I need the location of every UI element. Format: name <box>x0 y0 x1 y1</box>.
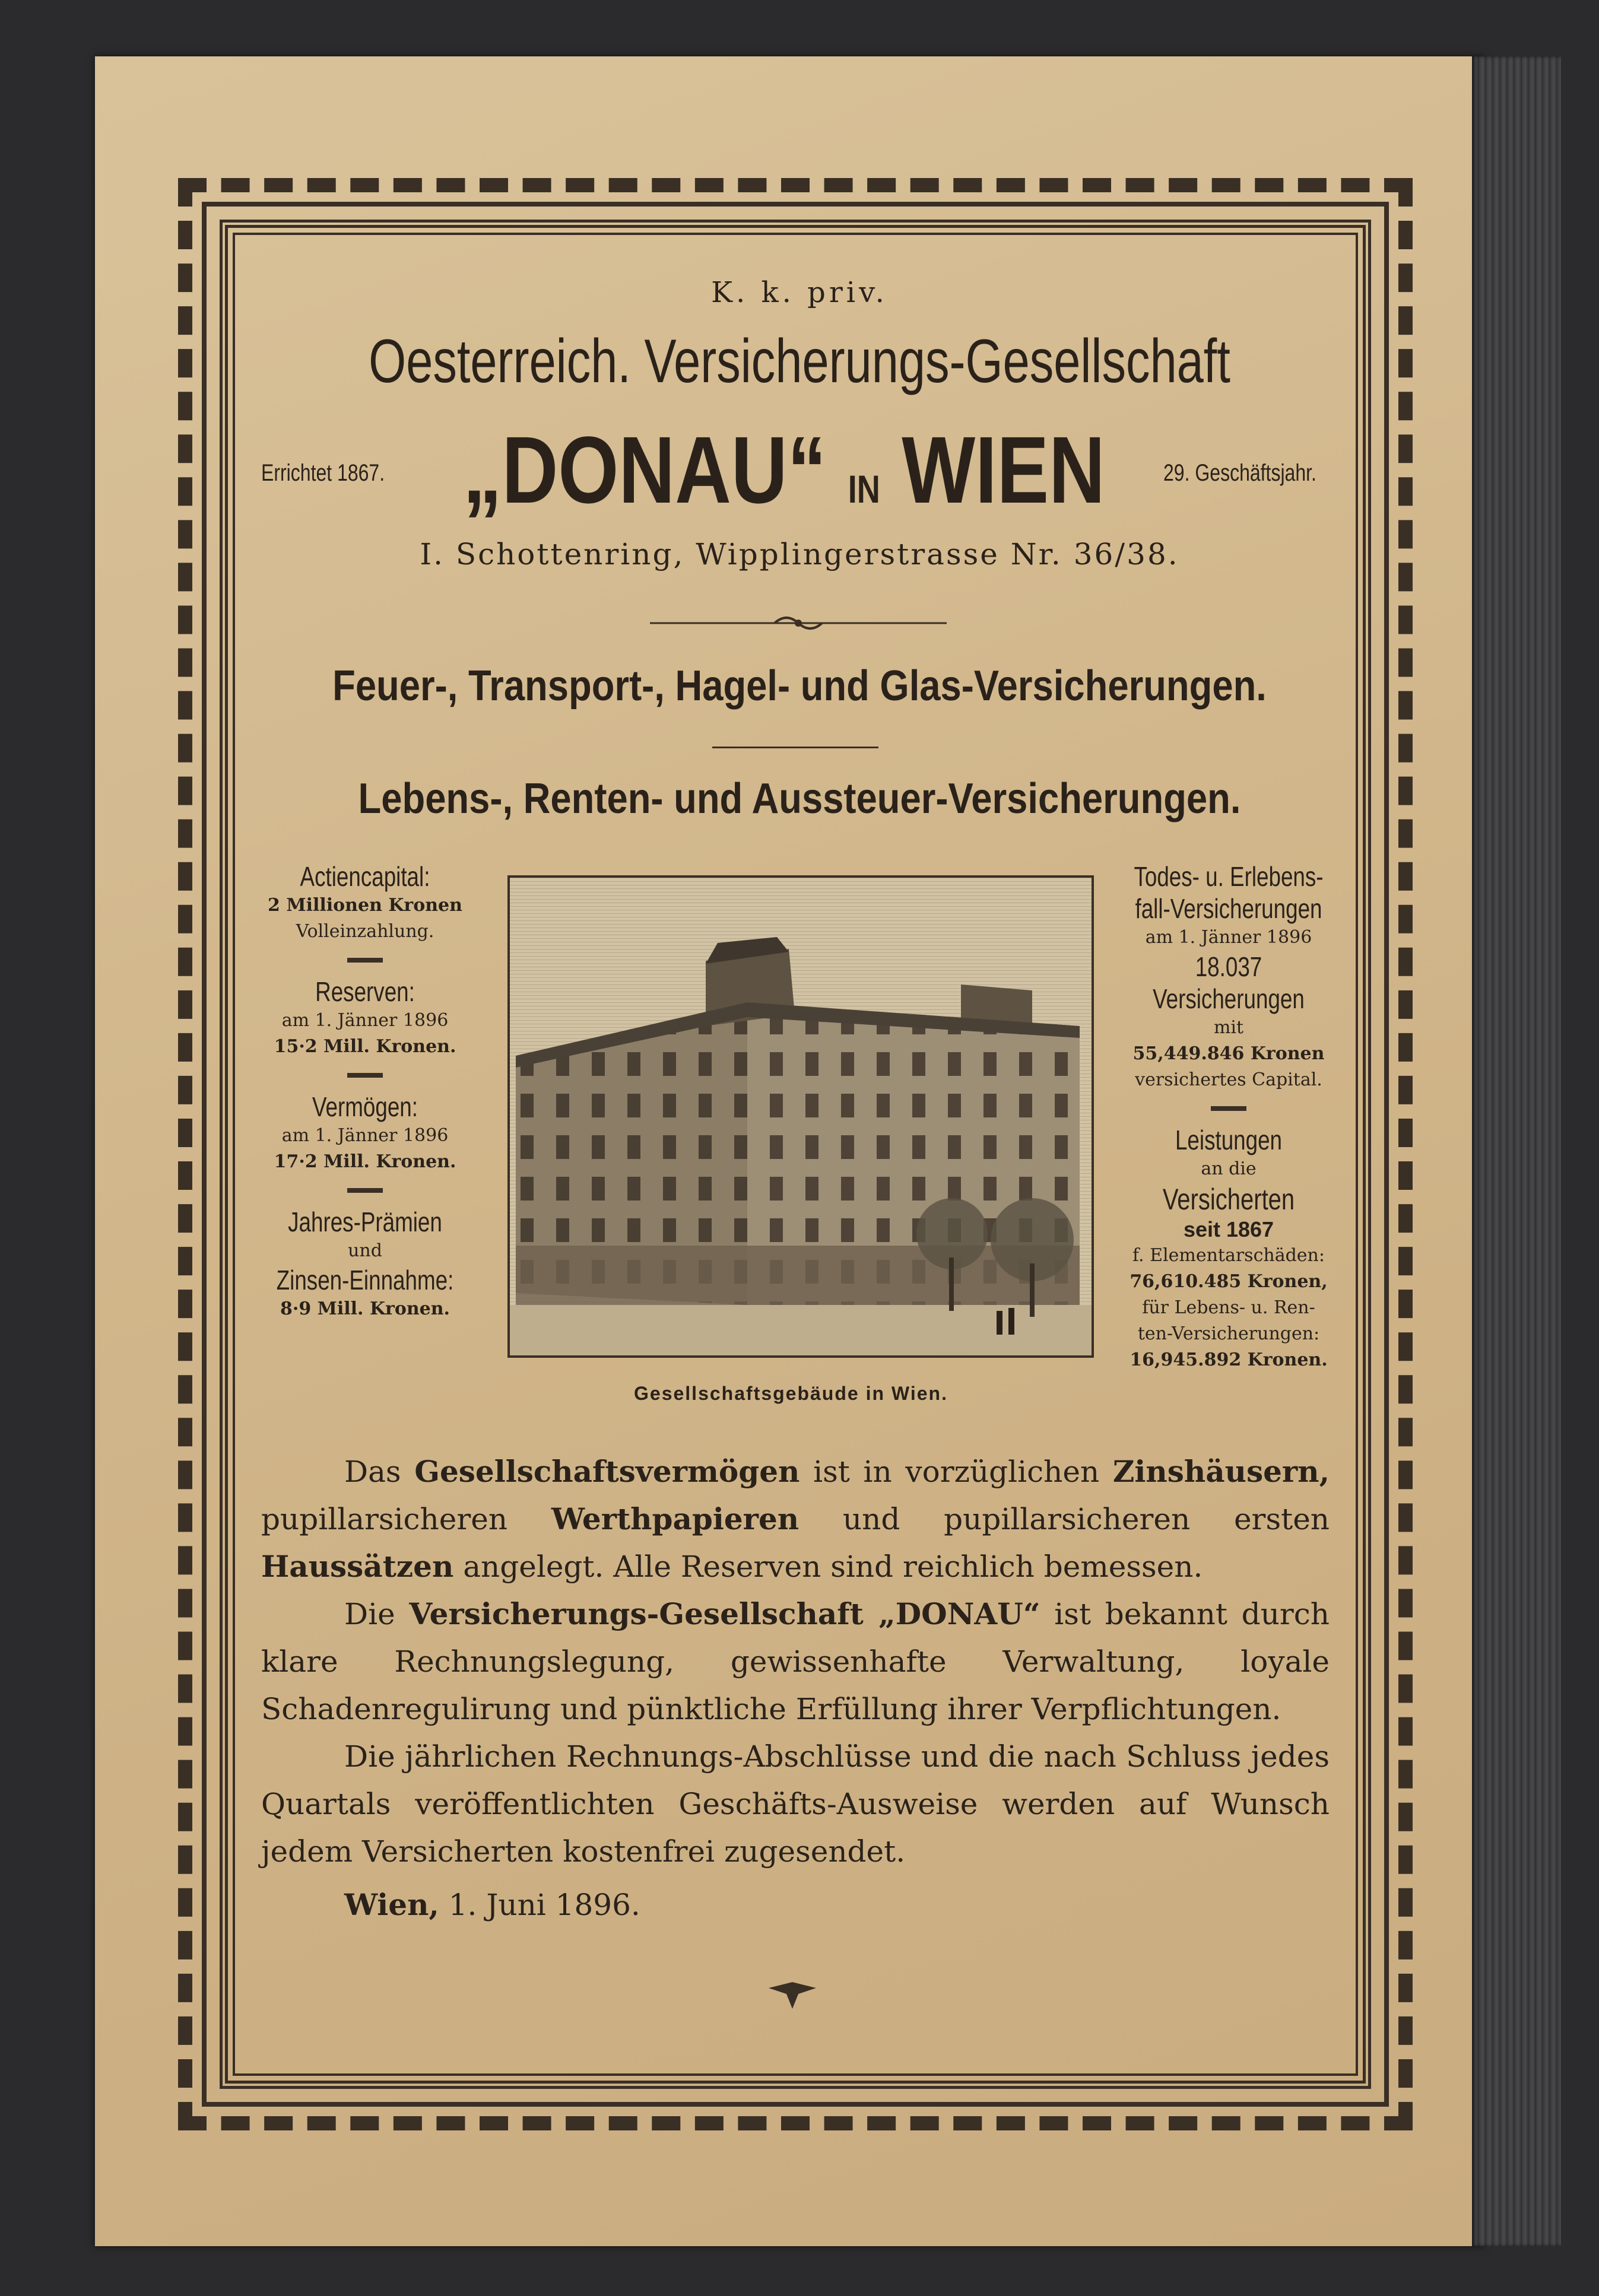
ornament-divider-icon <box>650 611 947 635</box>
body-text <box>261 1448 1330 1929</box>
insurance-line-1: Feuer-, Transport-, Hagel- und Glas-Versicherungen. <box>332 662 1267 710</box>
life-heading-1: Todes- u. Erlebens- <box>1134 861 1324 892</box>
year-label: 29. Geschäftsjahr. <box>1163 460 1316 486</box>
priv-label: K. k. priv. <box>711 276 888 309</box>
address: I. Schottenring, Wipplingerstrasse Nr. 36/38. <box>420 537 1179 571</box>
book-spine <box>1472 56 1561 2246</box>
performance-life-1: für Lebens- u. Ren- <box>1142 1297 1315 1318</box>
life-capital: 55,449.846 Kronen <box>1132 1043 1325 1064</box>
premium-und: und <box>348 1240 382 1261</box>
capital-note: Volleinzahlung. <box>296 921 434 942</box>
performance-heading-2: Versicherten <box>1162 1183 1295 1216</box>
insurance-line-2: Lebens-, Renten- und Aussteuer-Versicherungen. <box>358 775 1241 823</box>
company-title: Oesterreich. Versicherungs-Gesellschaft <box>369 327 1230 396</box>
assets-value: 17·2 Mill. Kronen. <box>274 1151 456 1172</box>
interest-heading: Zinsen-Einnahme: <box>276 1265 454 1295</box>
life-count: 18.037 Versicherungen <box>1153 951 1305 1014</box>
reserves-date: am 1. Jänner 1896 <box>281 1010 449 1031</box>
illustration-caption: Gesellschaftsgebäude in Wien. <box>634 1383 948 1404</box>
separator <box>1211 1106 1246 1111</box>
life-mit: mit <box>1213 1017 1244 1038</box>
assets-heading: Vermögen: <box>312 1091 418 1122</box>
performance-an: an die <box>1201 1158 1257 1179</box>
reserves-heading: Reserven: <box>315 976 415 1007</box>
life-heading-2: fall-Versicherungen <box>1135 893 1322 924</box>
divider <box>712 747 878 748</box>
leaf-ornament-icon <box>763 1970 822 2012</box>
performance-heading: Leistungen <box>1175 1125 1283 1155</box>
separator <box>347 1188 383 1193</box>
life-date: am 1. Jänner 1896 <box>1145 927 1312 948</box>
performance-elementary: f. Elementarschäden: <box>1132 1245 1325 1266</box>
paragraph-assets: Das Gesellschaftsvermögen ist in vorzüglichen Zinshäusern, pupillarsicheren Werthpapieren und pupillarsicheren ersten Haussätzen angelegt. Alle Reserven sind reichlich bemessen. <box>261 1454 1330 1584</box>
building-illustration <box>507 875 1094 1358</box>
premium-value: 8·9 Mill. Kronen. <box>280 1298 450 1319</box>
performance-since: seit 1867 <box>1183 1217 1274 1241</box>
performance-life-2: ten-Versicherungen: <box>1137 1323 1320 1344</box>
capital-value: 2 Millionen Kronen <box>268 895 462 916</box>
separator <box>347 958 383 963</box>
right-info-column <box>1110 860 1347 1373</box>
founded-label: Errichtet 1867. <box>261 460 385 486</box>
reserves-value: 15·2 Mill. Kronen. <box>274 1036 456 1057</box>
left-info-column <box>252 860 478 1322</box>
paragraph-reports: Die jährlichen Rechnungs-Abschlüsse und die nach Schluss jedes Quartals veröffentlichten Geschäfts-Ausweise werden auf Wunsch jedem Versicherten kostenfrei zugesendet. <box>261 1739 1330 1869</box>
date-line: Wien, 1. Juni 1896. <box>344 1887 640 1922</box>
name-in: IN <box>848 467 880 511</box>
capital-heading: Actiencapital: <box>300 861 430 892</box>
name-city: WIEN <box>902 417 1105 523</box>
assets-date: am 1. Jänner 1896 <box>281 1125 449 1146</box>
performance-elementary-value: 76,610.485 Kronen, <box>1130 1271 1328 1292</box>
company-name <box>463 415 1105 525</box>
performance-life-value: 16,945.892 Kronen. <box>1130 1349 1328 1370</box>
premium-heading: Jahres-Prämien <box>288 1206 442 1237</box>
separator <box>347 1073 383 1078</box>
paragraph-reputation: Die Versicherungs-Gesellschaft „DONAU“ ist bekannt durch klare Rechnungslegung, gewissenhafte Verwaltung, loyale Schadenregulirung und pünktliche Erfüllung ihrer Verpflichtungen. <box>261 1596 1330 1726</box>
building-engraving-icon <box>510 878 1092 1355</box>
name-main: „DONAU“ <box>463 417 827 523</box>
life-capital-note: versichertes Capital. <box>1135 1069 1322 1090</box>
